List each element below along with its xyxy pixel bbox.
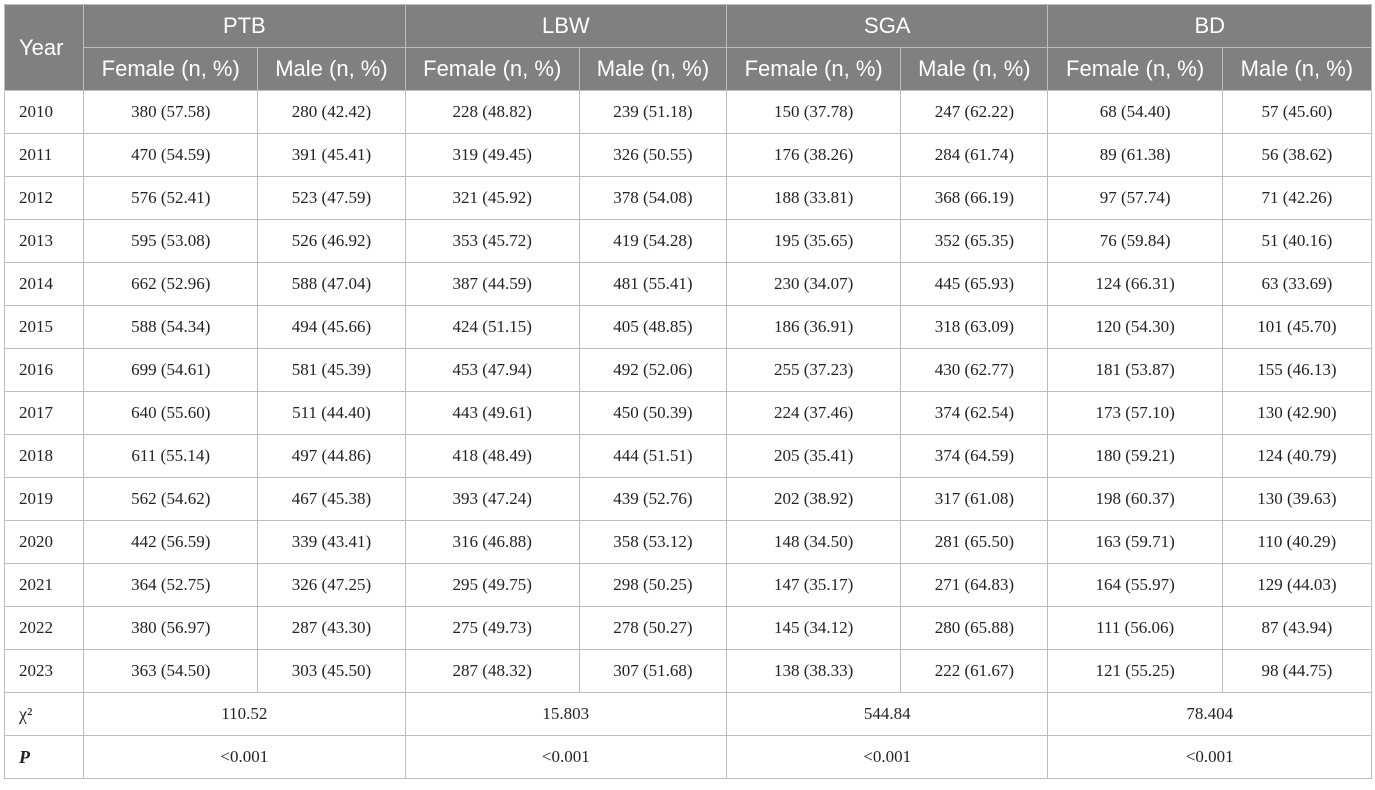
- table-row: [5, 564, 1372, 607]
- group-header-lbw: LBW: [405, 5, 726, 48]
- p-value: <0.001: [1048, 736, 1372, 779]
- table-cell: 368 (66.19): [901, 177, 1048, 220]
- chi-square-value: 15.803: [405, 693, 726, 736]
- table-cell: 56 (38.62): [1222, 134, 1371, 177]
- table-cell: 419 (54.28): [579, 220, 726, 263]
- table-cell: 68 (54.40): [1048, 91, 1222, 134]
- data-table: [4, 4, 1372, 779]
- p-value: <0.001: [84, 736, 405, 779]
- table-cell: 173 (57.10): [1048, 392, 1222, 435]
- table-cell: 319 (49.45): [405, 134, 579, 177]
- table-cell: 444 (51.51): [579, 435, 726, 478]
- table-cell: 588 (47.04): [258, 263, 405, 306]
- table-cell: 595 (53.08): [84, 220, 258, 263]
- table-cell: 581 (45.39): [258, 349, 405, 392]
- table-cell: 180 (59.21): [1048, 435, 1222, 478]
- table-cell: 317 (61.08): [901, 478, 1048, 521]
- table-cell: 450 (50.39): [579, 392, 726, 435]
- male-header: Male (n, %): [1222, 48, 1371, 91]
- table-cell: 205 (35.41): [727, 435, 901, 478]
- table-cell: 278 (50.27): [579, 607, 726, 650]
- table-cell: 364 (52.75): [84, 564, 258, 607]
- table-row: [5, 521, 1372, 564]
- table-cell: 148 (34.50): [727, 521, 901, 564]
- table-row: [5, 306, 1372, 349]
- table-cell: 275 (49.73): [405, 607, 579, 650]
- table-cell: 307 (51.68): [579, 650, 726, 693]
- table-cell: 430 (62.77): [901, 349, 1048, 392]
- female-header: Female (n, %): [405, 48, 579, 91]
- table-cell: 662 (52.96): [84, 263, 258, 306]
- table-row: [5, 220, 1372, 263]
- male-header: Male (n, %): [579, 48, 726, 91]
- table-cell: 526 (46.92): [258, 220, 405, 263]
- table-cell: 87 (43.94): [1222, 607, 1371, 650]
- table-cell: 202 (38.92): [727, 478, 901, 521]
- table-cell: 316 (46.88): [405, 521, 579, 564]
- chi-square-value: 78.404: [1048, 693, 1372, 736]
- female-header: Female (n, %): [1048, 48, 1222, 91]
- table-row: [5, 91, 1372, 134]
- table-cell: 124 (40.79): [1222, 435, 1371, 478]
- table-cell: 163 (59.71): [1048, 521, 1222, 564]
- table-cell: 71 (42.26): [1222, 177, 1371, 220]
- table-cell: 467 (45.38): [258, 478, 405, 521]
- p-value-row: [5, 736, 1372, 779]
- table-cell: 51 (40.16): [1222, 220, 1371, 263]
- table-header: [5, 5, 1372, 91]
- table-cell: 130 (39.63): [1222, 478, 1371, 521]
- table-cell: 255 (37.23): [727, 349, 901, 392]
- table-cell: 138 (38.33): [727, 650, 901, 693]
- table-cell: 424 (51.15): [405, 306, 579, 349]
- table-cell: 523 (47.59): [258, 177, 405, 220]
- table-cell: 418 (48.49): [405, 435, 579, 478]
- table-cell: 443 (49.61): [405, 392, 579, 435]
- table-cell: 363 (54.50): [84, 650, 258, 693]
- p-value-label: P: [5, 736, 84, 779]
- group-header-ptb: PTB: [84, 5, 405, 48]
- table-cell: 391 (45.41): [258, 134, 405, 177]
- year-cell: 2013: [5, 220, 84, 263]
- table-cell: 111 (56.06): [1048, 607, 1222, 650]
- year-cell: 2016: [5, 349, 84, 392]
- table-cell: 295 (49.75): [405, 564, 579, 607]
- table-cell: 130 (42.90): [1222, 392, 1371, 435]
- table-cell: 247 (62.22): [901, 91, 1048, 134]
- year-cell: 2015: [5, 306, 84, 349]
- table-cell: 439 (52.76): [579, 478, 726, 521]
- table-cell: 405 (48.85): [579, 306, 726, 349]
- table-cell: 188 (33.81): [727, 177, 901, 220]
- year-cell: 2021: [5, 564, 84, 607]
- table-cell: 380 (57.58): [84, 91, 258, 134]
- table-cell: 481 (55.41): [579, 263, 726, 306]
- table-cell: 124 (66.31): [1048, 263, 1222, 306]
- table-cell: 321 (45.92): [405, 177, 579, 220]
- table-cell: 97 (57.74): [1048, 177, 1222, 220]
- group-header-sga: SGA: [727, 5, 1048, 48]
- p-value: <0.001: [727, 736, 1048, 779]
- table-cell: 181 (53.87): [1048, 349, 1222, 392]
- table-cell: 640 (55.60): [84, 392, 258, 435]
- group-header-bd: BD: [1048, 5, 1372, 48]
- table-cell: 699 (54.61): [84, 349, 258, 392]
- table-cell: 186 (36.91): [727, 306, 901, 349]
- table-cell: 387 (44.59): [405, 263, 579, 306]
- table-cell: 303 (45.50): [258, 650, 405, 693]
- chi-square-row: [5, 693, 1372, 736]
- year-cell: 2012: [5, 177, 84, 220]
- table-cell: 576 (52.41): [84, 177, 258, 220]
- table-cell: 511 (44.40): [258, 392, 405, 435]
- header-row-groups: [5, 5, 1372, 48]
- table-cell: 228 (48.82): [405, 91, 579, 134]
- table-cell: 150 (37.78): [727, 91, 901, 134]
- table-body: [5, 91, 1372, 779]
- table-cell: 98 (44.75): [1222, 650, 1371, 693]
- table-cell: 611 (55.14): [84, 435, 258, 478]
- chi-square-label: χ²: [5, 693, 84, 736]
- table-cell: 281 (65.50): [901, 521, 1048, 564]
- header-row-sex: [5, 48, 1372, 91]
- table-cell: 470 (54.59): [84, 134, 258, 177]
- year-cell: 2017: [5, 392, 84, 435]
- table-cell: 497 (44.86): [258, 435, 405, 478]
- table-cell: 129 (44.03): [1222, 564, 1371, 607]
- table-cell: 326 (50.55): [579, 134, 726, 177]
- table-row: [5, 349, 1372, 392]
- table-cell: 222 (61.67): [901, 650, 1048, 693]
- table-cell: 380 (56.97): [84, 607, 258, 650]
- table-cell: 63 (33.69): [1222, 263, 1371, 306]
- table-cell: 287 (43.30): [258, 607, 405, 650]
- year-cell: 2010: [5, 91, 84, 134]
- table-cell: 101 (45.70): [1222, 306, 1371, 349]
- table-cell: 393 (47.24): [405, 478, 579, 521]
- table-row: [5, 607, 1372, 650]
- table-cell: 453 (47.94): [405, 349, 579, 392]
- year-cell: 2019: [5, 478, 84, 521]
- table-cell: 271 (64.83): [901, 564, 1048, 607]
- table-cell: 378 (54.08): [579, 177, 726, 220]
- table-cell: 198 (60.37): [1048, 478, 1222, 521]
- table-cell: 588 (54.34): [84, 306, 258, 349]
- table-cell: 280 (65.88): [901, 607, 1048, 650]
- table-row: [5, 650, 1372, 693]
- table-cell: 494 (45.66): [258, 306, 405, 349]
- table-cell: 374 (64.59): [901, 435, 1048, 478]
- table-cell: 287 (48.32): [405, 650, 579, 693]
- table-row: [5, 435, 1372, 478]
- year-cell: 2018: [5, 435, 84, 478]
- table-cell: 110 (40.29): [1222, 521, 1371, 564]
- table-cell: 339 (43.41): [258, 521, 405, 564]
- table-cell: 195 (35.65): [727, 220, 901, 263]
- table-cell: 155 (46.13): [1222, 349, 1371, 392]
- year-header: Year: [5, 5, 84, 91]
- table-cell: 121 (55.25): [1048, 650, 1222, 693]
- female-header: Female (n, %): [84, 48, 258, 91]
- male-header: Male (n, %): [258, 48, 405, 91]
- table-cell: 224 (37.46): [727, 392, 901, 435]
- table-cell: 147 (35.17): [727, 564, 901, 607]
- table-row: [5, 392, 1372, 435]
- table-cell: 280 (42.42): [258, 91, 405, 134]
- table-cell: 442 (56.59): [84, 521, 258, 564]
- table-cell: 120 (54.30): [1048, 306, 1222, 349]
- table-cell: 562 (54.62): [84, 478, 258, 521]
- year-cell: 2022: [5, 607, 84, 650]
- table-cell: 326 (47.25): [258, 564, 405, 607]
- table-cell: 176 (38.26): [727, 134, 901, 177]
- female-header: Female (n, %): [727, 48, 901, 91]
- table-cell: 492 (52.06): [579, 349, 726, 392]
- table-cell: 230 (34.07): [727, 263, 901, 306]
- table-cell: 145 (34.12): [727, 607, 901, 650]
- table-cell: 164 (55.97): [1048, 564, 1222, 607]
- table-cell: 445 (65.93): [901, 263, 1048, 306]
- table-cell: 318 (63.09): [901, 306, 1048, 349]
- table-cell: 89 (61.38): [1048, 134, 1222, 177]
- table-cell: 353 (45.72): [405, 220, 579, 263]
- table-row: [5, 177, 1372, 220]
- table-cell: 76 (59.84): [1048, 220, 1222, 263]
- table-row: [5, 134, 1372, 177]
- chi-square-value: 544.84: [727, 693, 1048, 736]
- table-row: [5, 263, 1372, 306]
- year-cell: 2023: [5, 650, 84, 693]
- table-row: [5, 478, 1372, 521]
- p-value: <0.001: [405, 736, 726, 779]
- table-cell: 57 (45.60): [1222, 91, 1371, 134]
- table-cell: 298 (50.25): [579, 564, 726, 607]
- male-header: Male (n, %): [901, 48, 1048, 91]
- year-cell: 2011: [5, 134, 84, 177]
- table-cell: 239 (51.18): [579, 91, 726, 134]
- table-cell: 284 (61.74): [901, 134, 1048, 177]
- table-cell: 352 (65.35): [901, 220, 1048, 263]
- table-cell: 358 (53.12): [579, 521, 726, 564]
- chi-square-value: 110.52: [84, 693, 405, 736]
- year-cell: 2020: [5, 521, 84, 564]
- table-cell: 374 (62.54): [901, 392, 1048, 435]
- year-cell: 2014: [5, 263, 84, 306]
